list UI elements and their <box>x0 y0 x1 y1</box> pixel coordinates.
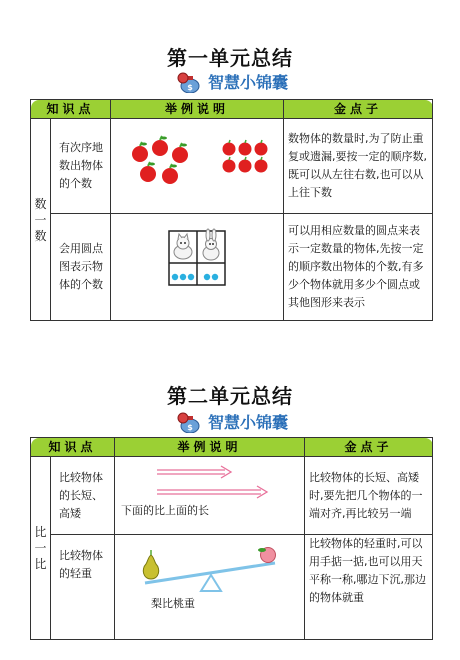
example-apples <box>111 119 284 214</box>
unit1-brand <box>176 70 288 93</box>
header-tips: 金点子 <box>305 438 433 457</box>
apples-icon <box>111 119 281 207</box>
arrows-icon <box>115 458 303 534</box>
unit1-title: 第一单元总结 <box>167 46 293 70</box>
header-tips: 金点子 <box>284 100 433 119</box>
header-knowledge: 知识点 <box>31 438 115 457</box>
header-knowledge: 知识点 <box>31 100 111 119</box>
knowledge-cell: 比较物体的轻重 <box>51 535 115 640</box>
pear-icon <box>143 550 158 579</box>
unit2-side-label: 比 一 比 <box>31 457 51 640</box>
header-example: 举例说明 <box>111 100 284 119</box>
money-bag-icon <box>176 71 204 93</box>
unit1-table <box>30 99 433 321</box>
tip-cell: 可以用相应数量的圆点来表示一定数量的物体,先按一定的顺序数出物体的个数,有多少个物体就用多少个圆点或其他图形来表示 <box>284 214 433 321</box>
example-seesaw <box>115 535 305 640</box>
tip-cell: 比较物体的轻重时,可以用手掂一掂,也可以用天平称一称,哪边下沉,那边的物体就重 <box>305 535 433 640</box>
peach-icon <box>258 548 276 563</box>
tip-cell: 比较物体的长短、高矮时,要先把几个物体的一端对齐,再比较另一端 <box>305 457 433 535</box>
money-bag-icon <box>176 411 204 433</box>
long-arrow-icon <box>157 486 267 498</box>
svg-text:$: $ <box>187 422 193 432</box>
brand-label: 智慧小锦囊 <box>208 73 289 92</box>
unit2-title: 第二单元总结 <box>167 384 293 408</box>
knowledge-cell: 比较物体的长短、高矮 <box>51 457 115 535</box>
example-dot-chart <box>111 214 284 321</box>
unit1-side-label: 数 一 数 <box>31 119 51 321</box>
tip-cell: 数物体的数量时,为了防止重复或遗漏,要按一定的顺序数,既可以从左往右数,也可以从上往下数 <box>284 119 433 214</box>
example-caption: 梨比桃重 <box>151 597 196 610</box>
svg-text:$: $ <box>187 82 193 92</box>
unit2-table <box>30 437 433 640</box>
knowledge-cell: 有次序地数出物体的个数 <box>51 119 111 214</box>
example-arrows <box>115 457 305 535</box>
unit2-brand <box>176 410 288 433</box>
header-example: 举例说明 <box>115 438 305 457</box>
short-arrow-icon <box>157 466 231 478</box>
knowledge-cell: 会用圆点图表示物体的个数 <box>51 214 111 321</box>
example-caption: 下面的比上面的长 <box>121 504 210 517</box>
brand-label: 智慧小锦囊 <box>208 413 289 432</box>
dot-chart-icon <box>111 214 281 314</box>
seesaw-icon <box>115 535 303 639</box>
